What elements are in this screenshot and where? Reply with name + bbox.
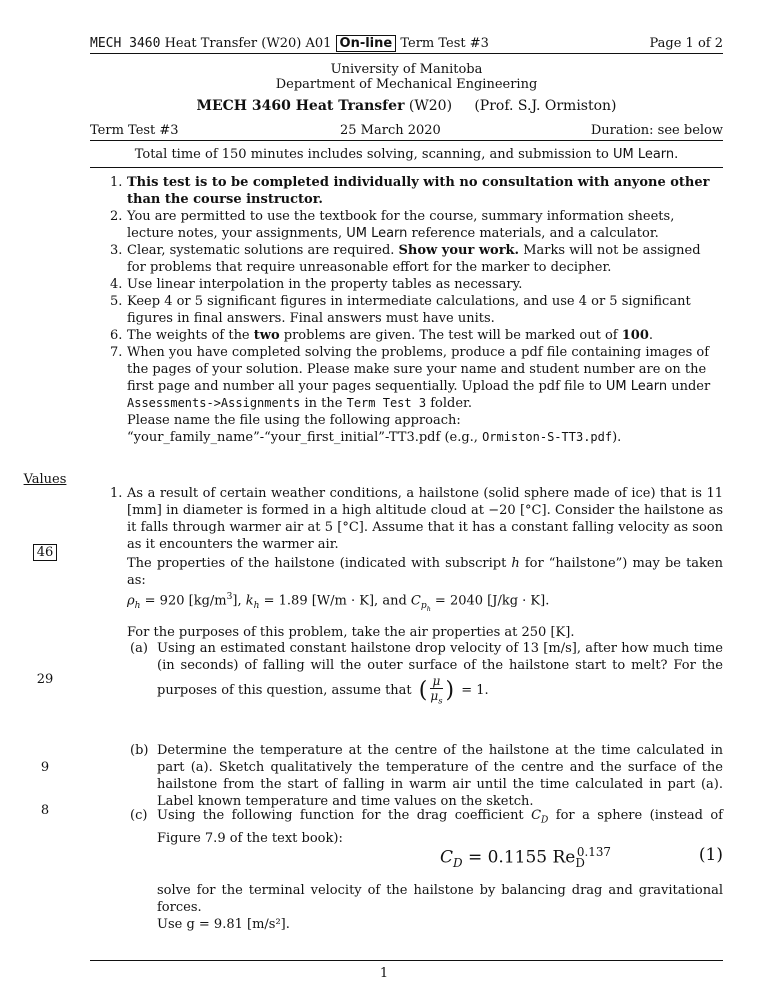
rule-text: Marks will not be assigned for problems that require unreasonable effort for the marker to decipher. — [127, 243, 701, 275]
qc-value: 8 — [40, 803, 50, 818]
rule-item — [110, 344, 723, 446]
header-test-name: Term Test #3 — [400, 36, 489, 51]
rho-symbol: ρ — [127, 593, 135, 609]
header-page-label: Page 1 of 2 — [649, 36, 723, 51]
ratio-paren-right: ) — [445, 678, 455, 704]
equation-body: $C_D = 0.1155$ $Re_D^{0.137}$ — [440, 845, 611, 871]
q1-value-box: 46 — [33, 544, 58, 561]
part-c-text: Using the following function for the drag coefficient $C_D$ for a sphere (instead of Figure 7.9 of the text book): — [157, 808, 723, 846]
rule-text: problems are given. The test will be marked out of — [279, 328, 622, 343]
rule-text: under — [667, 379, 711, 394]
part-c-after-text — [130, 882, 723, 933]
total-time-line — [90, 147, 723, 162]
equation-rhs: = 0.1155 Re — [462, 847, 576, 868]
rule-number: 2. — [110, 209, 123, 224]
header-course-title: Heat Transfer (W20) A01 — [164, 36, 332, 51]
lms-name: UM Learn — [612, 147, 675, 162]
rule-text: The weights of the — [127, 328, 254, 343]
k-value: = 1.89 [W/m · K], and — [259, 593, 411, 609]
question-number: 1. — [110, 486, 123, 501]
part-c — [130, 807, 723, 847]
part-b — [130, 742, 723, 810]
rule-item — [110, 276, 723, 293]
online-badge: On-line — [336, 35, 397, 52]
instructions-list — [110, 174, 723, 446]
question-intro: As a result of certain weather conditions, a hailstone (solid sphere made of ice) that is 11 [mm] in diameter is formed in a high altitude cloud at −20 [°C]. Consider the hailstone as it falls through warmer air at 5 [°C]. Assume that it has a constant falling velocity as soon as it encounters the warmer air. — [127, 486, 723, 552]
qb-value: 9 — [40, 760, 50, 775]
test-duration: Duration: see below — [590, 123, 723, 138]
cd-symbol: C — [440, 847, 454, 868]
mu-ratio: $\frac{\mu}{\mu_s}$ — [430, 674, 443, 706]
rule-text: folder. — [426, 396, 472, 411]
title-rule — [90, 140, 723, 141]
rule-text: reference materials, and a calculator. — [407, 226, 659, 241]
values-label: Values — [23, 472, 67, 487]
rule-number: 7. — [110, 345, 123, 360]
rule-number: 1. — [110, 175, 123, 190]
rule-text: This test is to be completed individually with no consultation with anyone other than the course instructor. — [127, 175, 710, 207]
rule-text: ). — [612, 430, 622, 445]
ratio-equals: = 1. — [461, 683, 489, 699]
part-label: (b) — [130, 743, 149, 758]
part-c-instruction: solve for the terminal velocity of the hailstone by balancing drag and gravitational forces. — [157, 883, 723, 915]
rule-text: in the — [300, 396, 347, 411]
rule-item — [110, 208, 723, 242]
rule-text: Keep 4 or 5 significant figures in intermediate calculations, and use 4 or 5 significant figures in final answers. Final answers must have units. — [127, 294, 691, 326]
rule-text: . — [648, 328, 654, 343]
rule-emphasis: 100 — [621, 328, 649, 343]
properties-text: for “hailstone”) may be taken as: — [127, 556, 723, 588]
rho-value: = 920 [kg/m — [140, 593, 227, 609]
part-a-body: Using an estimated constant hailstone drop velocity of 13 [m/s], after how much time (in seconds) of falling will the outer surface of the hailstone start to melt? For the purposes of this question, assume that — [157, 641, 723, 699]
rule-number: 5. — [110, 294, 123, 309]
professor: (Prof. S.J. Ormiston) — [474, 98, 617, 114]
total-time-text: Total time of 150 minutes includes solving, scanning, and submission to — [134, 147, 613, 162]
cp-value: = 2040 [J/kg · K]. — [430, 593, 550, 609]
page-number: 1 — [379, 966, 389, 981]
rule-item — [110, 327, 723, 344]
drag-equation — [90, 845, 723, 873]
part-c-after — [130, 882, 723, 933]
rule-item — [110, 293, 723, 327]
equation-number: (1) — [698, 845, 723, 865]
lms-name: UM Learn — [346, 226, 408, 241]
test-name: Term Test #3 — [90, 123, 179, 138]
course-title-line — [90, 98, 723, 114]
filename-example: Ormiston-S-TT3.pdf — [482, 430, 613, 444]
q1-value — [22, 544, 68, 561]
rule-emphasis: two — [253, 328, 280, 343]
rule-text: Use linear interpolation in the property tables as necessary. — [127, 277, 523, 292]
rule-number: 6. — [110, 328, 123, 343]
rule-text: “your_family_name”-“your_first_initial”-TT3.pdf (e.g., — [127, 430, 483, 445]
header-course-code: MECH 3460 — [90, 36, 161, 51]
rule-text: Clear, systematic solutions are required. — [127, 243, 399, 258]
page-header — [90, 36, 723, 54]
rule-number: 4. — [110, 277, 123, 292]
test-date: 25 March 2020 — [340, 123, 441, 138]
instructions-rule — [90, 167, 723, 168]
department: Department of Mechanical Engineering — [275, 77, 538, 92]
question-air-props: For the purposes of this problem, take the air properties at 250 [K]. — [127, 624, 575, 640]
equation-exponent: 0.137 — [576, 845, 611, 859]
question-1 — [110, 485, 723, 641]
part-a — [130, 640, 723, 707]
total-time-end: . — [674, 147, 679, 162]
rule-number: 3. — [110, 243, 123, 258]
rule-emphasis: Show your work. — [398, 243, 520, 258]
ratio-paren-left: ( — [418, 678, 428, 704]
question-properties: The properties of the hailstone (indicated with subscript h for “hailstone”) may be taken as: $\rho_h = 920$ $[kg/m^3]$, $k_h = 1.89$ [W/m · K], and $C_{p_h} = 2040$ [J/kg · K]. — [127, 556, 723, 613]
rule-text: Please name the file using the following approach: — [127, 413, 461, 428]
upload-folder: Term Test 3 — [346, 396, 427, 410]
qa-value: 29 — [36, 672, 54, 687]
course-term: (W20) — [408, 98, 453, 114]
lms-name: UM Learn — [605, 379, 668, 394]
rule-item — [110, 174, 723, 208]
part-c-gravity: Use g = 9.81 [m/s²]. — [157, 917, 290, 932]
part-label: (c) — [130, 808, 148, 823]
upload-path: Assessments->Assignments — [127, 396, 301, 410]
subscript-h: h — [511, 556, 520, 571]
part-label: (a) — [130, 641, 148, 656]
part-c-body: Using the following function for the drag coefficient — [157, 808, 532, 823]
course-bold: MECH 3460 Heat Transfer — [196, 98, 405, 114]
university: University of Manitoba — [330, 62, 483, 77]
part-c-body: for a sphere (instead of Figure 7.9 of the text book): — [157, 808, 723, 846]
part-a-text — [130, 640, 723, 707]
rule-text: When you have completed solving the problems, produce a pdf file containing images of the pages of your solution. Please make sure your name and student number are on the first page and number all your pages sequentially. Upload the pdf file to — [127, 345, 710, 394]
properties-text: The properties of the hailstone (indicated with subscript — [127, 556, 512, 571]
rule-text: You are permitted to use the textbook for the course, summary information sheets, lecture notes, your assignments, — [127, 209, 675, 241]
part-b-text: Determine the temperature at the centre of the hailstone at the time calculated in part (a). Sketch qualitatively the temperature of the centre and the surface of the hailstone from the start of falling in warm air until the time calculated in part (a). Label known temperature and time values on the sketch. — [157, 743, 723, 809]
footer-rule — [90, 960, 723, 961]
header-rule — [90, 53, 723, 54]
rule-item — [110, 242, 723, 276]
